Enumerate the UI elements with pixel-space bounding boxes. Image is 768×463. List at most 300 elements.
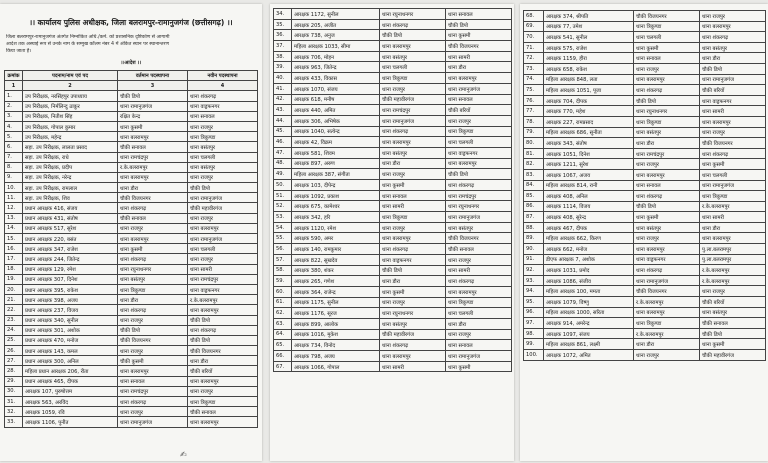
- current-posting-cell: थाना राजपुर: [118, 407, 188, 417]
- serial-number-cell: 59.: [274, 276, 292, 287]
- serial-number-cell: 29.: [5, 376, 23, 386]
- table-row: [274, 318, 512, 329]
- current-posting-cell: चौकी कुसमी: [118, 356, 188, 366]
- new-posting-cell: थाना बसंतपुर: [700, 42, 766, 53]
- current-posting-cell: थाना राजपुर: [380, 169, 446, 180]
- current-posting-cell: थाना रामानुजगंज: [634, 275, 700, 286]
- new-posting-cell: थाना शंकरगढ़: [700, 32, 766, 43]
- employee-name-cell: प्रधान आरक्षक 470, मनोज: [23, 335, 118, 345]
- table-row: [5, 254, 258, 264]
- table-row: [5, 132, 258, 142]
- table-row: [274, 340, 512, 351]
- employee-name-cell: महिला आरक्षक 1000, सरिता: [544, 307, 634, 318]
- new-posting-cell: चौकी विजयनगर: [446, 41, 512, 52]
- employee-name-cell: आरक्षक 563, अरविंद: [23, 397, 118, 407]
- new-posting-cell: थाना त्रिकुण्डा: [446, 126, 512, 137]
- serial-number-cell: 62.: [274, 308, 292, 319]
- serial-number-cell: 2.: [5, 101, 23, 111]
- new-posting-cell: चौकी महावीरगंज: [188, 203, 258, 213]
- table-row: [5, 315, 258, 325]
- new-posting-cell: थाना बसंतपुर: [700, 307, 766, 318]
- new-posting-cell: थाना डौरा: [700, 53, 766, 64]
- current-posting-cell: चौकी विजयनगर: [634, 11, 700, 22]
- current-posting-cell: थाना बलरामपुर: [380, 137, 446, 148]
- transfer-table: [273, 8, 512, 372]
- employee-name-cell: उप निरीक्षक, नितीश सिंह: [23, 111, 118, 121]
- current-posting-cell: थाना राजपुर: [380, 83, 446, 94]
- new-posting-cell: थाना रामानुजगंज: [700, 180, 766, 191]
- current-posting-cell: थाना त्रिकुण्डा: [380, 73, 446, 84]
- employee-name-cell: प्रधान आरक्षक 395, राकेश: [23, 284, 118, 294]
- current-posting-cell: थाना रामानुजगंज: [118, 417, 188, 427]
- table-row: [274, 158, 512, 169]
- table-row: [524, 339, 766, 350]
- order-intro: [6, 34, 256, 55]
- current-posting-cell: चौकी डिपो: [380, 265, 446, 276]
- employee-name-cell: प्रधान आरक्षक 143, कमल: [23, 346, 118, 356]
- new-posting-cell: थाना राजपुर: [700, 127, 766, 138]
- employee-name-cell: आरक्षक 1092, प्रकाश: [292, 190, 380, 201]
- current-posting-cell: थाना राजपुर: [634, 63, 700, 74]
- serial-number-cell: 67.: [274, 361, 292, 372]
- new-posting-cell: थाना बलरामपुर: [446, 286, 512, 297]
- serial-number-cell: 53.: [274, 212, 292, 223]
- table-row: [524, 127, 766, 138]
- serial-number-cell: 78.: [524, 116, 544, 127]
- employee-name-cell: आरक्षक 963, जितेन्द्र: [292, 62, 380, 73]
- table-row: [524, 63, 766, 74]
- table-row: [5, 183, 258, 193]
- column-number: 3: [118, 81, 188, 91]
- serial-number-cell: 74.: [524, 74, 544, 85]
- new-posting-cell: थाना सामरी: [700, 106, 766, 117]
- current-posting-cell: चौकी डिपो: [118, 91, 188, 101]
- current-posting-cell: थाना रघुनाथनगर: [118, 264, 188, 274]
- employee-name-cell: महिला आरक्षक 100, ममता: [544, 286, 634, 297]
- serial-number-cell: 95.: [524, 297, 544, 308]
- serial-number-cell: 60.: [274, 286, 292, 297]
- current-posting-cell: थाना रामचंद्रपुर: [634, 148, 700, 159]
- column-number-row: [5, 81, 258, 91]
- employee-name-cell: प्रधान आरक्षक 301, अशोक: [23, 325, 118, 335]
- table-row: [274, 30, 512, 41]
- serial-number-cell: 54.: [274, 222, 292, 233]
- table-row: [5, 366, 258, 376]
- current-posting-cell: चौकी विजयनगर: [118, 193, 188, 203]
- current-posting-cell: र.के.बलरामपुर: [634, 297, 700, 308]
- new-posting-cell: थाना शंकरगढ़: [446, 276, 512, 287]
- serial-number-cell: 47.: [274, 147, 292, 158]
- current-posting-cell: थाना बसंतपुर: [380, 318, 446, 329]
- new-posting-cell: थाना राजपुर: [188, 213, 258, 223]
- employee-name-cell: महिला प्रधान आरक्षक 206, रीता: [23, 366, 118, 376]
- new-posting-cell: चौकी विजयनगर: [188, 346, 258, 356]
- employee-name-cell: सहा. उप निरीक्षक, शिव: [23, 193, 118, 203]
- serial-number-cell: 28.: [5, 366, 23, 376]
- new-posting-cell: थाना चलगली: [446, 137, 512, 148]
- serial-number-cell: 73.: [524, 63, 544, 74]
- employee-name-cell: आरक्षक 1172, सुनील: [292, 9, 380, 20]
- serial-number-cell: 21.: [5, 295, 23, 305]
- employee-name-cell: आरक्षक 897, अरुण: [292, 158, 380, 169]
- intro-line: आदेश तक अस्थाई रूप से उनके नाम के सम्मुख कॉलम नंबर 4 में अंकित स्थान पर स्थानान्तरण: [6, 42, 169, 47]
- new-posting-cell: थाना बलरामपुर: [188, 417, 258, 427]
- current-posting-cell: थाना रामानुजगंज: [380, 115, 446, 126]
- employee-name-cell: आरक्षक 618, मनीष: [292, 94, 380, 105]
- table-row: [5, 101, 258, 111]
- new-posting-cell: थाना शंकरगढ़: [700, 148, 766, 159]
- table-row: [524, 307, 766, 318]
- new-posting-cell: थाना बलरामपुर: [188, 305, 258, 315]
- current-posting-cell: थाना बसंतपुर: [634, 127, 700, 138]
- serial-number-cell: 76.: [524, 95, 544, 106]
- table-row: [524, 222, 766, 233]
- order-heading: ।।आदेश ।।: [120, 60, 142, 66]
- table-row: [524, 191, 766, 202]
- new-posting-cell: चौकी डिपो: [188, 315, 258, 325]
- current-posting-cell: थाना शंकरगढ़: [118, 203, 188, 213]
- new-posting-cell: थाना डौरा: [446, 318, 512, 329]
- serial-number-cell: 32.: [5, 407, 23, 417]
- table-row: [5, 213, 258, 223]
- serial-number-cell: 81.: [524, 148, 544, 159]
- serial-number-cell: 13.: [5, 213, 23, 223]
- serial-number-cell: 23.: [5, 315, 23, 325]
- serial-number-cell: 82.: [524, 159, 544, 170]
- serial-number-cell: 27.: [5, 356, 23, 366]
- serial-number-cell: 61.: [274, 297, 292, 308]
- new-posting-cell: थाना डौरा: [446, 62, 512, 73]
- new-posting-cell: थाना वाड्रफनगर: [700, 95, 766, 106]
- current-posting-cell: थाना सनावल: [118, 376, 188, 386]
- new-posting-cell: थाना सनावल: [188, 111, 258, 121]
- employee-name-cell: आरक्षक 364, राजेन्द्र: [292, 286, 380, 297]
- document-page-left: [0, 4, 262, 461]
- table-header-row: [5, 71, 258, 81]
- serial-number-cell: 24.: [5, 325, 23, 335]
- serial-number-cell: 38.: [274, 51, 292, 62]
- new-posting-cell: थाना त्रिकुण्डा: [446, 297, 512, 308]
- new-posting-cell: थाना राजपुर: [446, 254, 512, 265]
- employee-name-cell: प्रधान आरक्षक 220, बसंत: [23, 234, 118, 244]
- table-row: [274, 244, 512, 255]
- table-row: [524, 85, 766, 96]
- new-posting-cell: थाना रामानुजगंज: [446, 351, 512, 362]
- employee-name-cell: महिला आरक्षक 387, संगीता: [292, 169, 380, 180]
- column-header: क्रमांक: [5, 71, 23, 81]
- current-posting-cell: थाना शंकरगढ़: [118, 254, 188, 264]
- employee-name-cell: आरक्षक 107, पुरुषोत्तम: [23, 386, 118, 396]
- new-posting-cell: थाना बसंतपुर: [446, 222, 512, 233]
- table-row: [524, 275, 766, 286]
- employee-name-cell: आरक्षक 706, मोहन: [292, 51, 380, 62]
- serial-number-cell: 14.: [5, 223, 23, 233]
- employee-name-cell: आरक्षक 1067, अजय: [544, 169, 634, 180]
- employee-name-cell: प्रधान आरक्षक 300, अनिल: [23, 356, 118, 366]
- current-posting-cell: थाना राजपुर: [118, 223, 188, 233]
- serial-number-cell: 33.: [5, 417, 23, 427]
- serial-number-cell: 25.: [5, 335, 23, 345]
- table-row: [5, 264, 258, 274]
- employee-name-cell: आरक्षक 581, शिवम: [292, 147, 380, 158]
- new-posting-cell: थाना बलरामपुर: [188, 223, 258, 233]
- table-row: [274, 51, 512, 62]
- new-posting-cell: थाना राजपुर: [446, 329, 512, 340]
- table-row: [5, 193, 258, 203]
- table-row: [274, 105, 512, 116]
- current-posting-cell: थाना रामानुजगंज: [118, 101, 188, 111]
- serial-number-cell: 97.: [524, 318, 544, 329]
- current-posting-cell: थाना बसंतपुर: [380, 51, 446, 62]
- table-row: [274, 233, 512, 244]
- current-posting-cell: थाना कुसमी: [634, 42, 700, 53]
- document-page-middle: [270, 4, 514, 461]
- table-row: [274, 147, 512, 158]
- column-header: नवीन पदस्थापना: [188, 71, 258, 81]
- table-row: [274, 94, 512, 105]
- serial-number-cell: 48.: [274, 158, 292, 169]
- serial-number-cell: 4.: [5, 121, 23, 131]
- serial-number-cell: 6.: [5, 142, 23, 152]
- current-posting-cell: चौकी डिपो: [634, 201, 700, 212]
- new-posting-cell: थाना सनावल: [446, 9, 512, 20]
- table-row: [274, 329, 512, 340]
- table-row: [524, 244, 766, 255]
- new-posting-cell: थाना राजपुर: [700, 11, 766, 22]
- table-row: [274, 180, 512, 191]
- new-posting-cell: थाना बलरामपुर: [188, 376, 258, 386]
- serial-number-cell: 89.: [524, 233, 544, 244]
- current-posting-cell: थाना बसंतपुर: [380, 147, 446, 158]
- employee-name-cell: प्रधान आरक्षक 431, संतोष: [23, 213, 118, 223]
- new-posting-cell: पु.ला.बलरामपुर: [700, 244, 766, 255]
- new-posting-cell: थाना बसंतपुर: [188, 162, 258, 172]
- employee-name-cell: आरक्षक 1079, विष्णु: [544, 297, 634, 308]
- new-posting-cell: थाना डौरा: [188, 356, 258, 366]
- employee-name-cell: आरक्षक 408, सुरेन्द्र: [544, 212, 634, 223]
- new-posting-cell: थाना शंकरगढ़: [446, 180, 512, 191]
- serial-number-cell: 90.: [524, 244, 544, 255]
- current-posting-cell: थाना राजपुर: [634, 350, 700, 361]
- current-posting-cell: थाना राजपुर: [118, 315, 188, 325]
- new-posting-cell: थाना रामचंद्रपुर: [446, 190, 512, 201]
- table-row: [5, 162, 258, 172]
- serial-number-cell: 58.: [274, 265, 292, 276]
- employee-name-cell: प्रधान आरक्षक 347, राजेश: [23, 244, 118, 254]
- table-row: [524, 169, 766, 180]
- employee-name-cell: आरक्षक 914, अमरेन्द्र: [544, 318, 634, 329]
- new-posting-cell: चौकी सनावल: [446, 244, 512, 255]
- table-row: [274, 62, 512, 73]
- new-posting-cell: थाना रामानुजगंज: [188, 234, 258, 244]
- new-posting-cell: थाना राजपुर: [188, 386, 258, 396]
- new-posting-cell: थाना रामानुजगंज: [700, 74, 766, 85]
- table-row: [274, 361, 512, 372]
- employee-name-cell: महिला आरक्षक 1033, सीमा: [292, 41, 380, 52]
- serial-number-cell: 41.: [274, 83, 292, 94]
- employee-name-cell: आरक्षक 1086, संजीव: [544, 275, 634, 286]
- current-posting-cell: थाना बलरामपुर: [118, 366, 188, 376]
- new-posting-cell: थाना बलरामपुर: [700, 116, 766, 127]
- serial-number-cell: 3.: [5, 111, 23, 121]
- employee-name-cell: सहा. उप निरीक्षक, रामलाल: [23, 183, 118, 193]
- employee-name-cell: प्रधान आरक्षक 398, अजय: [23, 295, 118, 305]
- employee-name-cell: आरक्षक 1120, रमेश: [292, 222, 380, 233]
- table-row: [5, 325, 258, 335]
- new-posting-cell: थाना सामरी: [188, 264, 258, 274]
- table-row: [524, 254, 766, 265]
- table-row: [274, 9, 512, 20]
- table-row: [274, 276, 512, 287]
- serial-number-cell: 84.: [524, 180, 544, 191]
- table-row: [274, 83, 512, 94]
- current-posting-cell: थाना शंकरगढ़: [380, 126, 446, 137]
- table-row: [5, 407, 258, 417]
- new-posting-cell: थाना सनावल: [446, 94, 512, 105]
- new-posting-cell: र.के.बलरामपुर: [188, 295, 258, 305]
- serial-number-cell: 20.: [5, 284, 23, 294]
- new-posting-cell: थाना चलगली: [188, 244, 258, 254]
- employee-name-cell: आरक्षक 408, अनिल: [544, 191, 634, 202]
- serial-number-cell: 70.: [524, 32, 544, 43]
- current-posting-cell: थाना शंकरगढ़: [380, 244, 446, 255]
- current-posting-cell: थाना डौरा: [380, 158, 446, 169]
- serial-number-cell: 86.: [524, 201, 544, 212]
- transfer-table: [4, 70, 258, 428]
- serial-number-cell: 83.: [524, 169, 544, 180]
- new-posting-cell: थाना बलरामपुर: [446, 73, 512, 84]
- current-posting-cell: चौकी डिपो: [118, 325, 188, 335]
- new-posting-cell: थाना त्रिकुण्डा: [700, 191, 766, 202]
- table-row: [274, 308, 512, 319]
- employee-name-cell: आरक्षक 822, सुखदेव: [292, 254, 380, 265]
- new-posting-cell: थाना शंकरगढ़: [188, 91, 258, 101]
- table-row: [5, 91, 258, 101]
- new-posting-cell: चौकी डिपो: [700, 63, 766, 74]
- serial-number-cell: 45.: [274, 126, 292, 137]
- table-row: [274, 126, 512, 137]
- column-number: 4: [188, 81, 258, 91]
- serial-number-cell: 92.: [524, 265, 544, 276]
- current-posting-cell: थाना बलरामपुर: [634, 244, 700, 255]
- current-posting-cell: थाना वाड्रफनगर: [634, 254, 700, 265]
- serial-number-cell: 77.: [524, 106, 544, 117]
- employee-name-cell: आरक्षक 1106, पुनीत: [23, 417, 118, 427]
- employee-name-cell: महिला आरक्षक 861, लक्ष्मी: [544, 339, 634, 350]
- current-posting-cell: चौकी सनावल: [118, 213, 188, 223]
- current-posting-cell: थाना कुसमी: [380, 286, 446, 297]
- current-posting-cell: थाना त्रिकुण्डा: [634, 318, 700, 329]
- new-posting-cell: चौकी महावीरगंज: [700, 350, 766, 361]
- employee-name-cell: प्रधान आरक्षक 237, विजय: [23, 305, 118, 315]
- column-header: पदनाम/नाम एवं पद: [23, 71, 118, 81]
- table-row: [274, 265, 512, 276]
- employee-name-cell: आरक्षक 1016, मुकेश: [292, 329, 380, 340]
- current-posting-cell: थाना शंकरगढ़: [380, 19, 446, 30]
- table-row: [274, 41, 512, 52]
- table-row: [524, 328, 766, 339]
- employee-name-cell: प्रधान आरक्षक 416, संजय: [23, 203, 118, 213]
- current-posting-cell: थाना रघुनाथनगर: [380, 308, 446, 319]
- new-posting-cell: चौकी बरियों: [700, 297, 766, 308]
- current-posting-cell: थाना डौरा: [634, 138, 700, 149]
- current-posting-cell: थाना बसंतपुर: [118, 274, 188, 284]
- current-posting-cell: थाना बलरामपुर: [380, 233, 446, 244]
- table-row: [524, 159, 766, 170]
- column-header: वर्तमान पदस्थापना: [118, 71, 188, 81]
- current-posting-cell: थाना सनावल: [634, 53, 700, 64]
- table-row: [274, 351, 512, 362]
- new-posting-cell: थाना बलरामपुर: [700, 21, 766, 32]
- serial-number-cell: 18.: [5, 264, 23, 274]
- new-posting-cell: चौकी सनावल: [188, 407, 258, 417]
- current-posting-cell: थाना सामरी: [380, 201, 446, 212]
- serial-number-cell: 50.: [274, 180, 292, 191]
- current-posting-cell: थाना त्रिकुण्डा: [380, 212, 446, 223]
- current-posting-cell: थाना बलरामपुर: [118, 132, 188, 142]
- serial-number-cell: 91.: [524, 254, 544, 265]
- new-posting-cell: चौकी विजयनगर: [446, 233, 512, 244]
- current-posting-cell: थाना बलरामपुर: [380, 351, 446, 362]
- table-row: [524, 148, 766, 159]
- current-posting-cell: थाना बलरामपुर: [380, 41, 446, 52]
- table-row: [524, 74, 766, 85]
- table-row: [524, 212, 766, 223]
- employee-name-cell: आरक्षक 42, विक्रम: [292, 137, 380, 148]
- serial-number-cell: 56.: [274, 244, 292, 255]
- serial-number-cell: 96.: [524, 307, 544, 318]
- serial-number-cell: 43.: [274, 105, 292, 116]
- new-posting-cell: थाना चलगली: [188, 152, 258, 162]
- table-row: [524, 42, 766, 53]
- new-posting-cell: थाना राजपुर: [700, 286, 766, 297]
- serial-number-cell: 37.: [274, 41, 292, 52]
- current-posting-cell: थाना चलगली: [380, 62, 446, 73]
- employee-name-cell: आरक्षक 738, अनुज: [292, 30, 380, 41]
- serial-number-cell: 65.: [274, 340, 292, 351]
- current-posting-cell: चौकी विजयनगर: [118, 335, 188, 345]
- employee-name-cell: आरक्षक 343, संतोष: [544, 138, 634, 149]
- transfer-table: [523, 10, 766, 361]
- new-posting-cell: चौकी डिपो: [188, 335, 258, 345]
- employee-name-cell: सहा. उप निरीक्षक, लालता प्रसाद: [23, 142, 118, 152]
- new-posting-cell: र.के.बलरामपुर: [700, 275, 766, 286]
- current-posting-cell: चौकी महावीरगंज: [380, 329, 446, 340]
- new-posting-cell: थाना कुसमी: [700, 339, 766, 350]
- table-row: [274, 286, 512, 297]
- new-posting-cell: थाना सनावल: [446, 340, 512, 351]
- serial-number-cell: 69.: [524, 21, 544, 32]
- employee-name-cell: आरक्षक 1175, सुनील: [292, 297, 380, 308]
- current-posting-cell: थाना रामचंद्रपुर: [380, 105, 446, 116]
- employee-name-cell: डीएफ आरक्षक 7, अशोक: [544, 254, 634, 265]
- employee-name-cell: आरक्षक 1072, अमित: [544, 350, 634, 361]
- serial-number-cell: 57.: [274, 254, 292, 265]
- current-posting-cell: थाना शंकरगढ़: [634, 85, 700, 96]
- serial-number-cell: 5.: [5, 132, 23, 142]
- table-row: [5, 335, 258, 345]
- employee-name-cell: प्रधान आरक्षक 129, रमेश: [23, 264, 118, 274]
- employee-name-cell: आरक्षक 541, सुनील: [544, 32, 634, 43]
- new-posting-cell: थाना कुसमी: [446, 30, 512, 41]
- table-row: [524, 201, 766, 212]
- current-posting-cell: थाना सनावल: [380, 190, 446, 201]
- serial-number-cell: 42.: [274, 94, 292, 105]
- serial-number-cell: 94.: [524, 286, 544, 297]
- intro-line: किया जाता है।: [6, 49, 32, 54]
- employee-name-cell: आरक्षक 1031, प्रमोद: [544, 265, 634, 276]
- serial-number-cell: 44.: [274, 115, 292, 126]
